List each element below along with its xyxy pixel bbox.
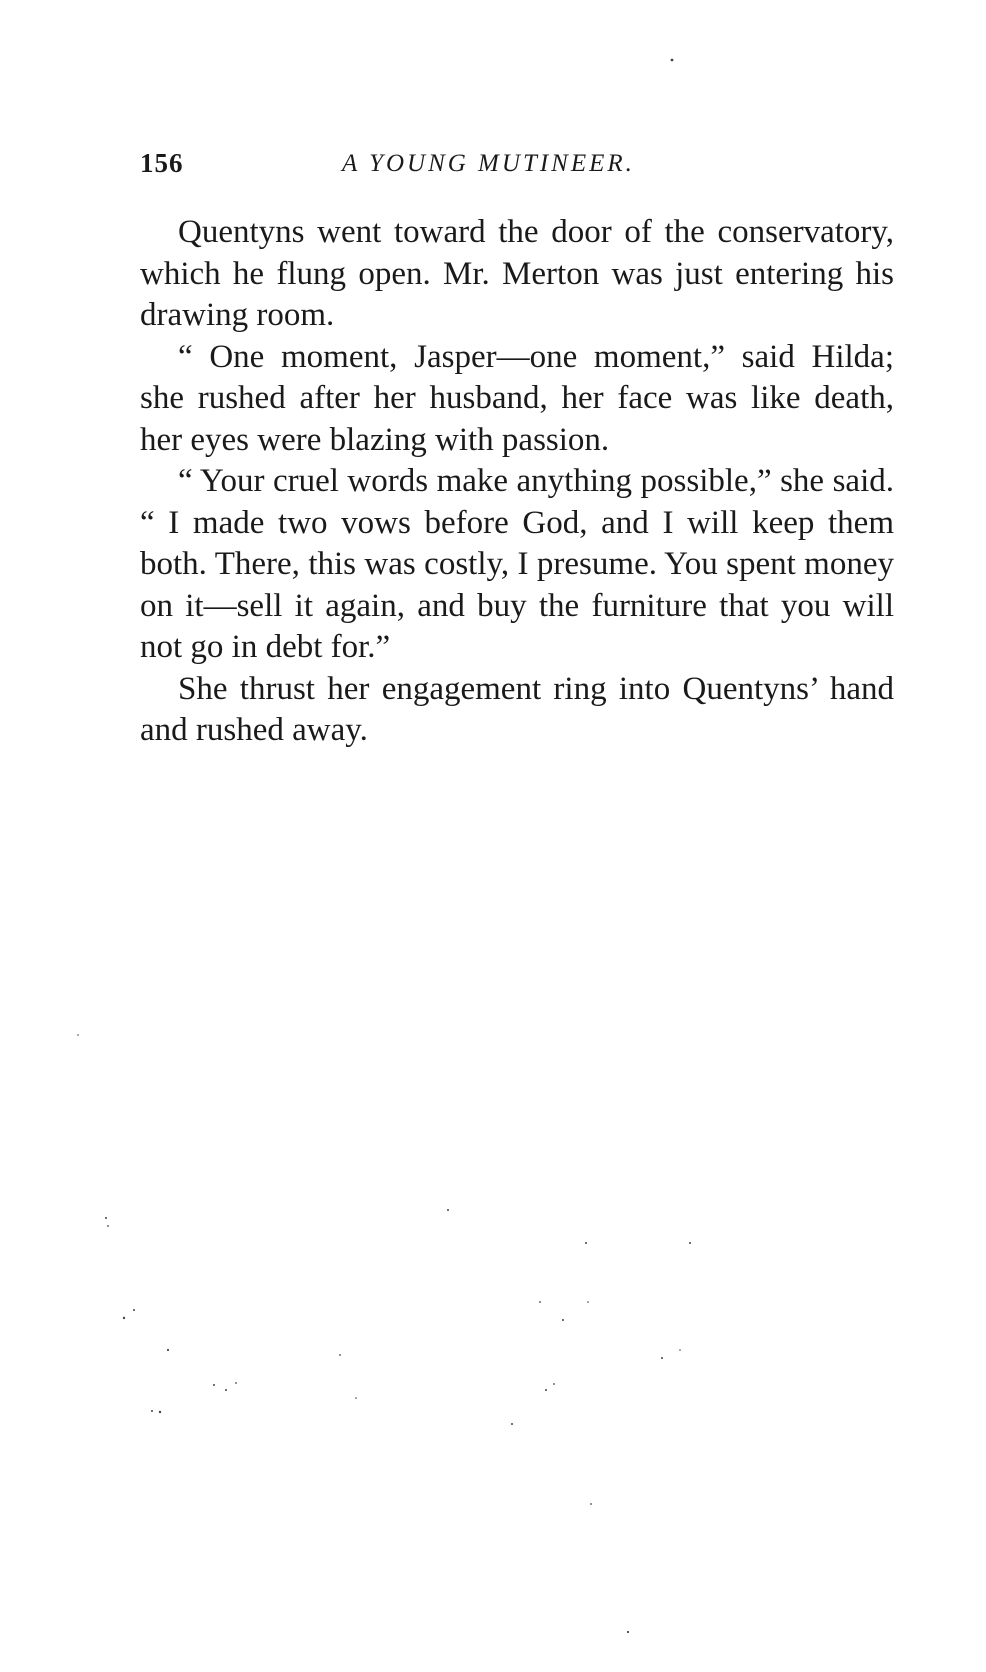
running-head bbox=[140, 148, 890, 188]
paragraph-3: “ Your cruel words make anything possible,” she said. “ I made two vows before God, and I will keep them both. There, this was costly, I presume. You spent money on it—sell it again, and buy the furniture that you will not go in debt for.” bbox=[140, 463, 894, 665]
paragraph-1: Quentyns went toward the door of the conservatory, which he flung open. Mr. Merton was just entering his drawing room. bbox=[140, 214, 894, 333]
body-text bbox=[140, 212, 894, 752]
page-number: 156 bbox=[140, 148, 184, 178]
paragraph-2: “ One moment, Jasper—one moment,” said Hilda; she rushed after her husband, her face was like death, her eyes were blazing with passion. bbox=[140, 338, 894, 458]
running-title: A YOUNG MUTINEER. bbox=[342, 150, 635, 177]
paragraph-4: She thrust her engagement ring into Quentyns’ hand and rushed away. bbox=[140, 670, 894, 748]
